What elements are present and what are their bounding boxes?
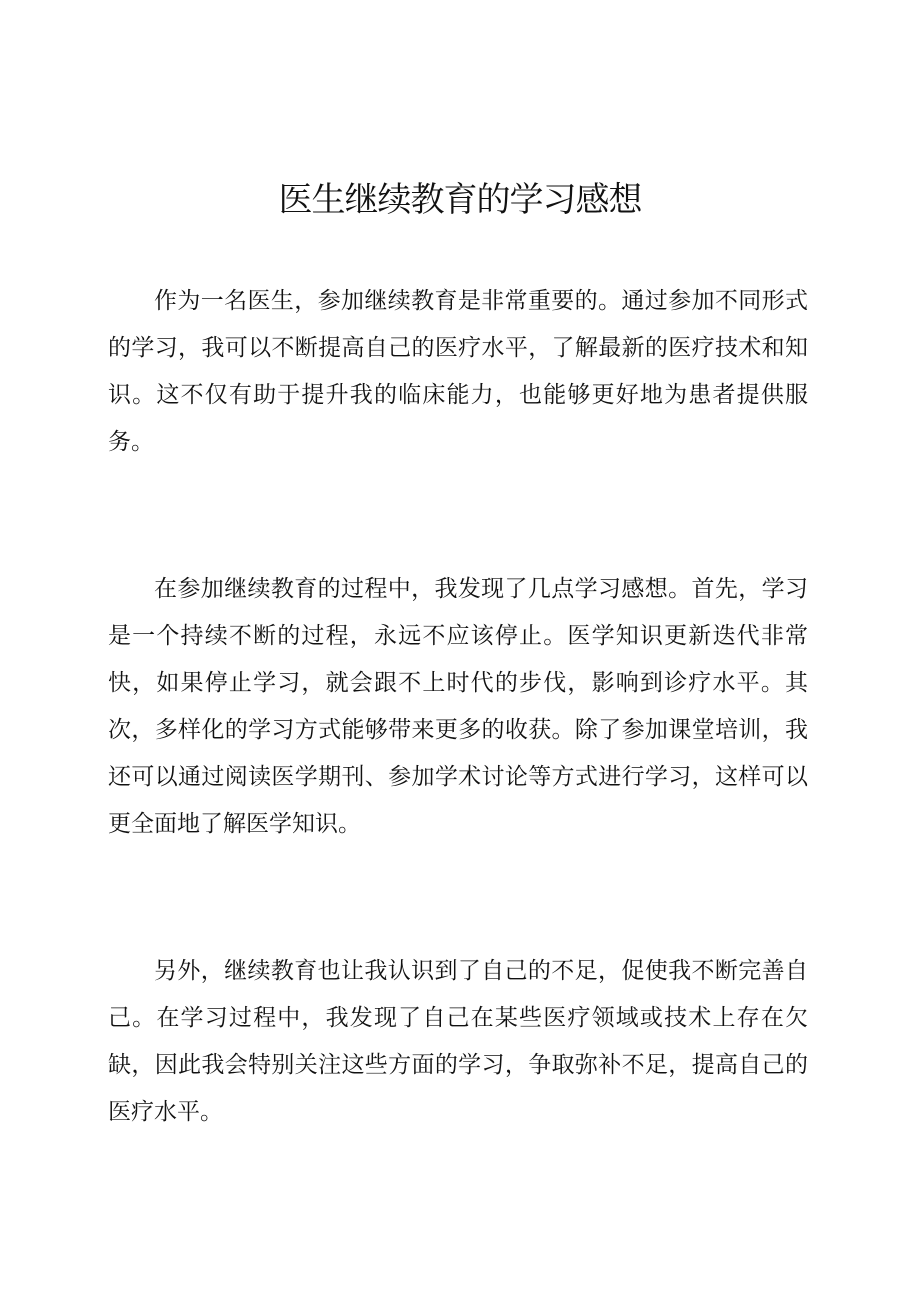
document-title: 医生继续教育的学习感想 <box>278 180 642 220</box>
document-body <box>108 278 808 1136</box>
paragraph-3: 另外，继续教育也让我认识到了自己的不足，促使我不断完善自己。在学习过程中，我发现了自己在某些医疗领域或技术上存在欠缺，因此我会特别关注这些方面的学习，争取弥补不足，提高自己的医疗水平。 <box>108 958 808 1125</box>
paragraph-1: 作为一名医生，参加继续教育是非常重要的。通过参加不同形式的学习，我可以不断提高自己的医疗水平，了解最新的医疗技术和知识。这不仅有助于提升我的临床能力，也能够更好地为患者提供服务。 <box>108 288 808 455</box>
paragraph-2: 在参加继续教育的过程中，我发现了几点学习感想。首先，学习是一个持续不断的过程，永远不应该停止。医学知识更新迭代非常快，如果停止学习，就会跟不上时代的步伐，影响到诊疗水平。其次，多样化的学习方式能够带来更多的收获。除了参加课堂培训，我还可以通过阅读医学期刊、参加学术讨论等方式进行学习，这样可以更全面地了解医学知识。 <box>108 576 808 837</box>
